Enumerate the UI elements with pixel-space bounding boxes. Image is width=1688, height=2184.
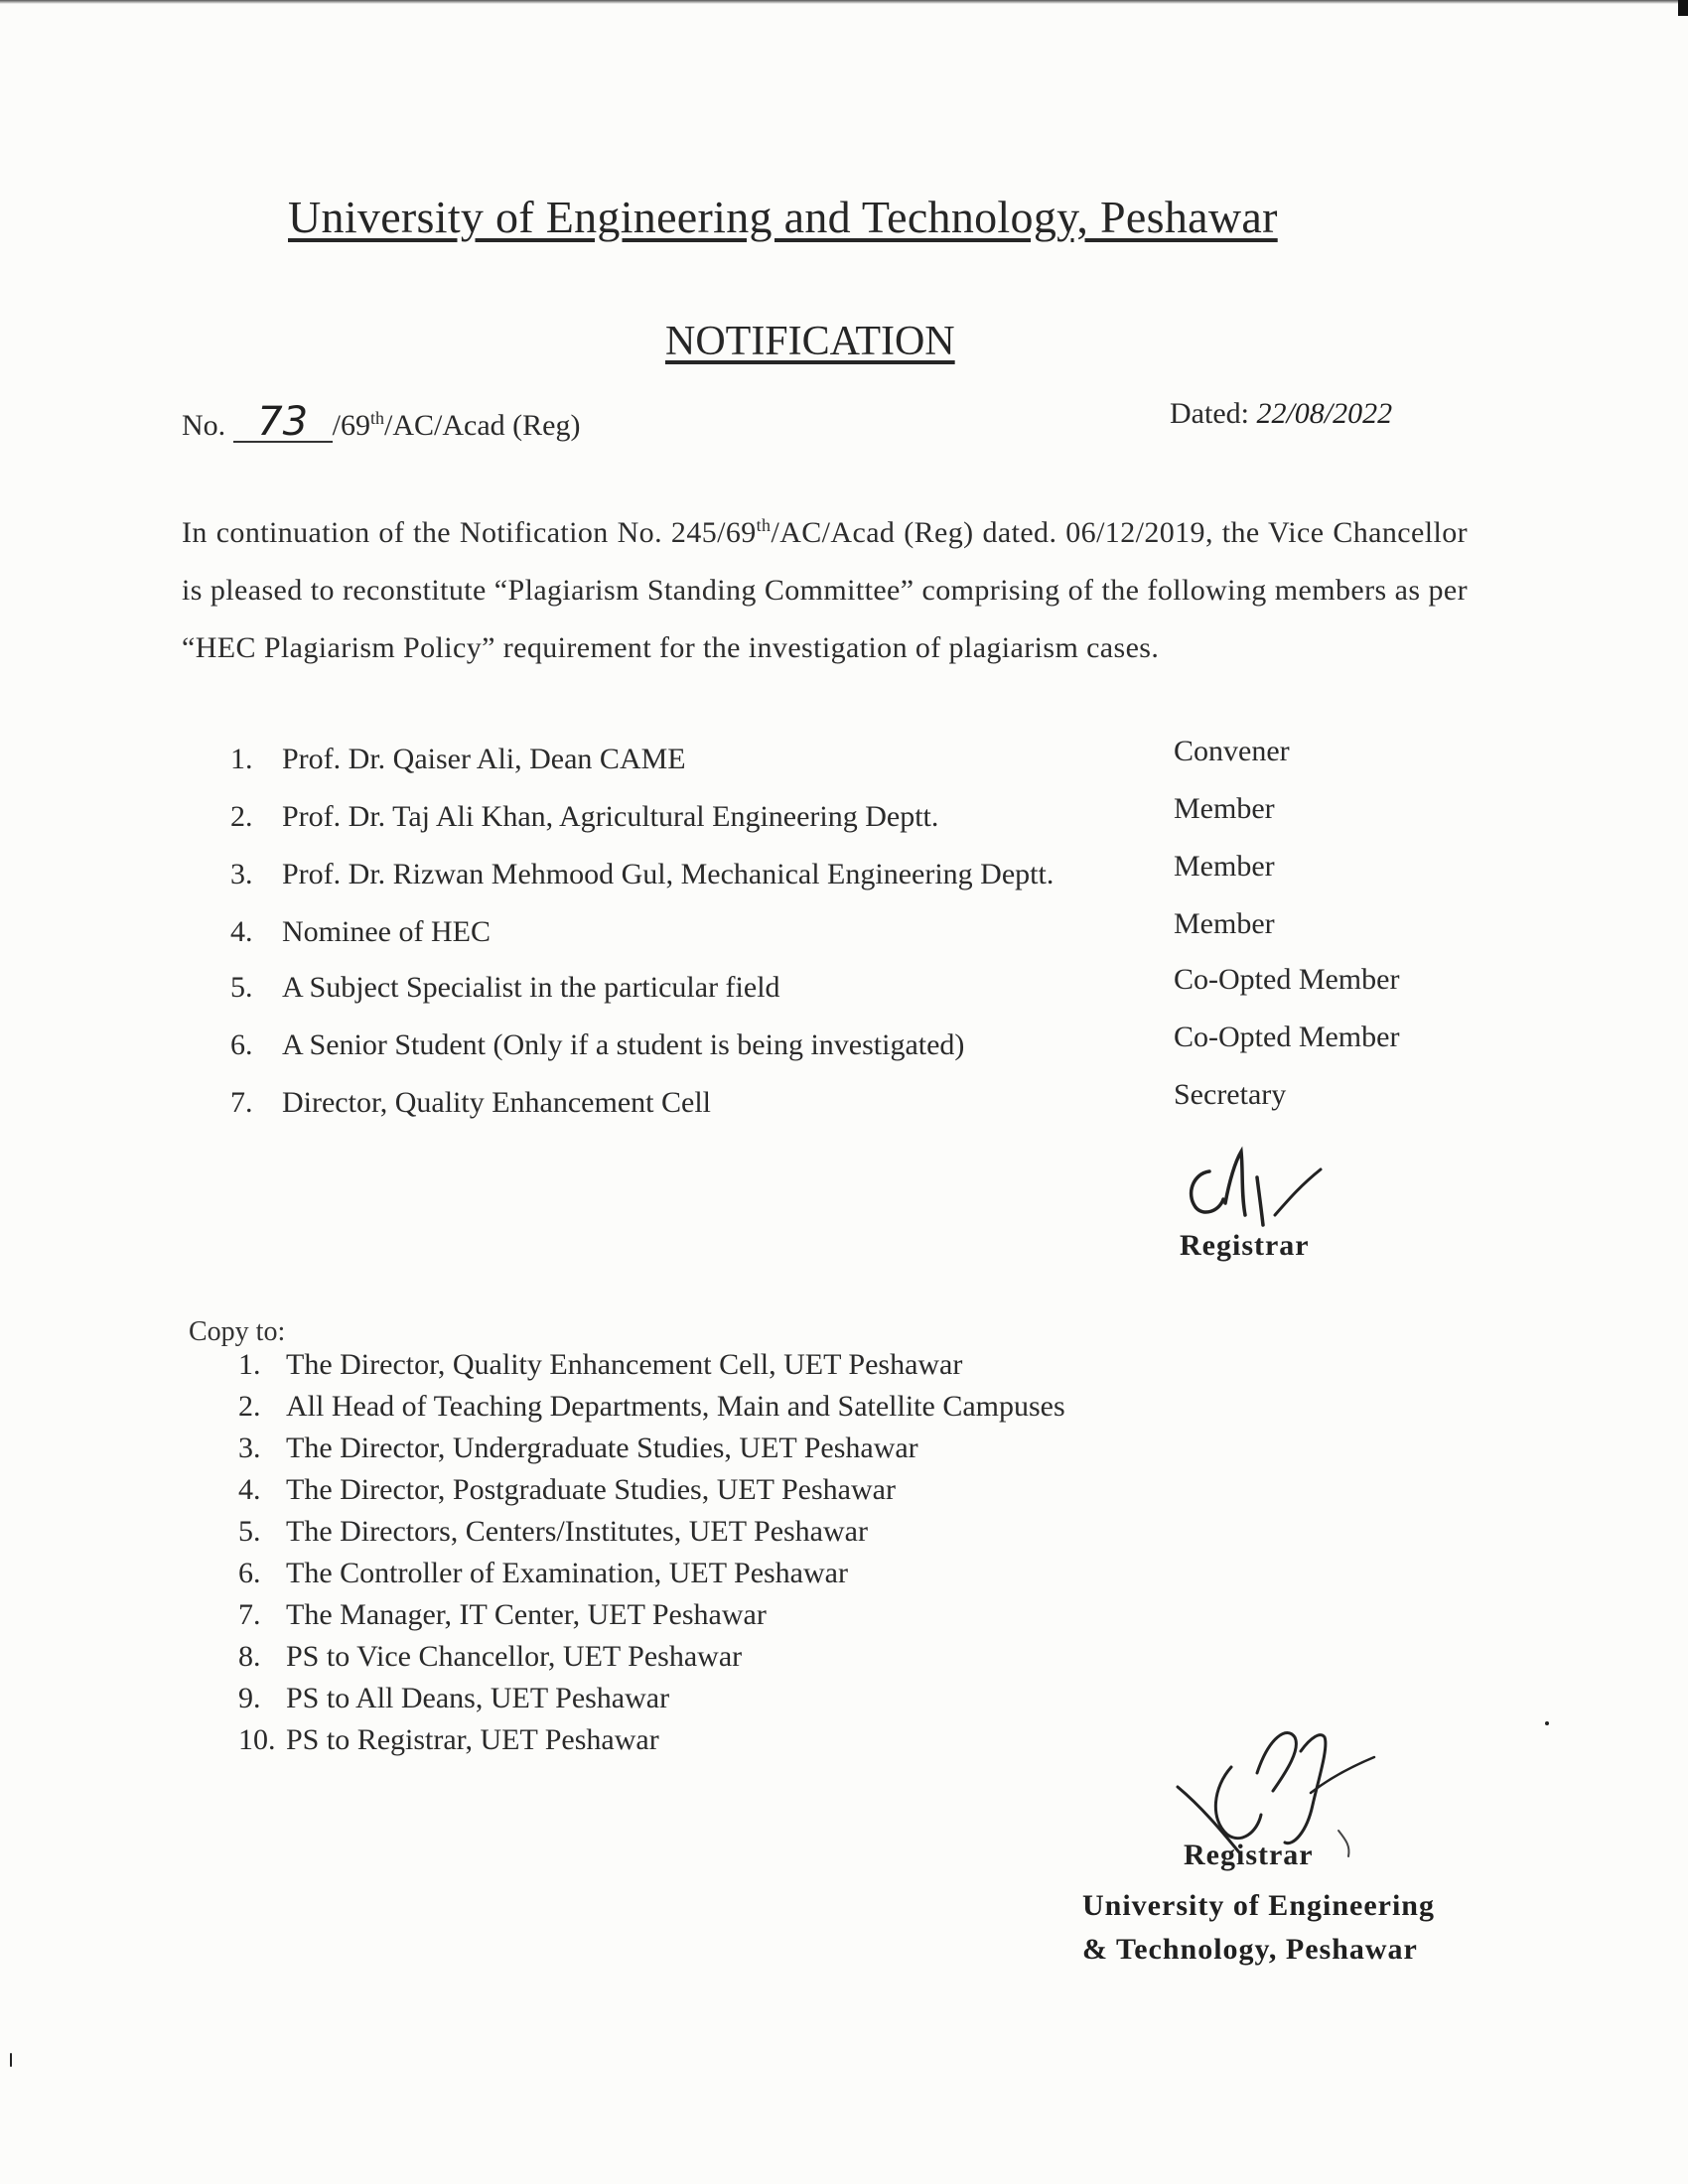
reference-prefix: No. [182, 409, 226, 442]
member-row [230, 1021, 1472, 1078]
registrar-label-2: Registrar [1184, 1839, 1314, 1871]
copy-item [238, 1557, 848, 1598]
member-role: Member [1174, 792, 1275, 825]
date-label: Dated: [1170, 397, 1249, 430]
copy-item [238, 1348, 962, 1390]
registrar-label-1: Registrar [1180, 1229, 1310, 1262]
member-name: Prof. Dr. Rizwan Mehmood Gul, Mechanical Engineering Deptt. [282, 858, 1055, 890]
copy-item-number: 9. [238, 1682, 261, 1714]
copy-item [238, 1640, 742, 1682]
member-role: Member [1174, 907, 1275, 940]
copy-item-number: 10. [238, 1723, 276, 1756]
copy-item-text: The Director, Postgraduate Studies, UET Peshawar [286, 1473, 896, 1506]
scan-edge-top [0, 0, 1688, 4]
copy-item-text: PS to Vice Chancellor, UET Peshawar [286, 1640, 743, 1673]
member-row [230, 907, 1472, 965]
date-value: 22/08/2022 [1256, 397, 1393, 430]
copy-item-text: The Controller of Examination, UET Peshawar [286, 1557, 848, 1589]
member-name: A Senior Student (Only if a student is being investigated) [282, 1028, 965, 1061]
copy-item-number: 4. [238, 1473, 261, 1506]
member-number: 1. [230, 743, 253, 775]
copy-item-number: 6. [238, 1557, 261, 1589]
reference-suffix-a: /69 [332, 409, 371, 442]
copy-item-number: 2. [238, 1390, 261, 1423]
body-sup: th [756, 515, 772, 535]
body-paragraph [182, 504, 1468, 677]
copy-item [238, 1723, 659, 1765]
copy-item [238, 1598, 767, 1640]
copy-item-text: PS to Registrar, UET Peshawar [286, 1723, 659, 1756]
member-number: 6. [230, 1028, 253, 1061]
member-number: 2. [230, 800, 253, 833]
copy-item [238, 1682, 669, 1723]
copy-item-text: The Director, Quality Enhancement Cell, UET Peshawar [286, 1348, 963, 1381]
copy-item [238, 1432, 918, 1473]
member-name: Prof. Dr. Qaiser Ali, Dean CAME [282, 743, 686, 775]
member-number: 4. [230, 915, 253, 948]
reference-number [182, 399, 581, 445]
member-role: Convener [1174, 735, 1290, 767]
member-role: Co-Opted Member [1174, 963, 1400, 996]
copy-item [238, 1390, 1065, 1432]
scan-speck [1545, 1721, 1549, 1725]
copy-item-text: PS to All Deans, UET Peshawar [286, 1682, 670, 1714]
member-row [230, 963, 1472, 1021]
copy-item [238, 1473, 896, 1515]
member-number: 3. [230, 858, 253, 890]
member-row [230, 1078, 1472, 1136]
member-role: Co-Opted Member [1174, 1021, 1400, 1053]
university-title: University of Engineering and Technology, Peshawar [288, 192, 1278, 242]
university-footer [1082, 1884, 1435, 1972]
copy-item-number: 1. [238, 1348, 261, 1381]
copy-item-text: All Head of Teaching Departments, Main and Satellite Campuses [286, 1390, 1065, 1423]
member-name: A Subject Specialist in the particular field [282, 971, 780, 1004]
copy-item-text: The Director, Undergraduate Studies, UET Peshawar [286, 1432, 918, 1464]
copy-to-heading: Copy to: [189, 1316, 286, 1347]
member-row [230, 735, 1472, 792]
footer-line-2: & Technology, Peshawar [1082, 1933, 1418, 1966]
copy-item-number: 5. [238, 1515, 261, 1548]
member-role: Member [1174, 850, 1275, 883]
member-row [230, 792, 1472, 850]
scan-speck [10, 2053, 12, 2067]
copy-item-text: The Directors, Centers/Institutes, UET Peshawar [286, 1515, 868, 1548]
member-name: Nominee of HEC [282, 915, 491, 948]
member-name: Director, Quality Enhancement Cell [282, 1086, 711, 1119]
reference-handwritten-number: 73 [233, 403, 333, 443]
member-number: 5. [230, 971, 253, 1004]
copy-item-text: The Manager, IT Center, UET Peshawar [286, 1598, 767, 1631]
date-line [1170, 397, 1392, 431]
body-part-2: /AC/Acad (Reg) dated. 06/12/2019, the Vice Chancellor is pleased to reconstitute “Plagiarism Standing Committee” comprising of the following members as per “HEC Plagiarism Policy” requirement for the investigation of plagiarism cases. [182, 516, 1468, 664]
reference-suffix-sup: th [370, 408, 385, 428]
copy-item-number: 7. [238, 1598, 261, 1631]
notification-title: NOTIFICATION [665, 319, 955, 364]
member-role: Secretary [1174, 1078, 1287, 1111]
member-number: 7. [230, 1086, 253, 1119]
footer-line-1: University of Engineering [1082, 1889, 1435, 1922]
body-part-1: In continuation of the Notification No. 245/69 [182, 516, 757, 549]
copy-item-number: 8. [238, 1640, 261, 1673]
copy-item [238, 1515, 868, 1557]
reference-suffix-b: /AC/Acad (Reg) [384, 409, 581, 442]
scan-edge-corner [1678, 0, 1688, 16]
member-row [230, 850, 1472, 907]
member-name: Prof. Dr. Taj Ali Khan, Agricultural Engineering Deptt. [282, 800, 939, 833]
copy-item-number: 3. [238, 1432, 261, 1464]
